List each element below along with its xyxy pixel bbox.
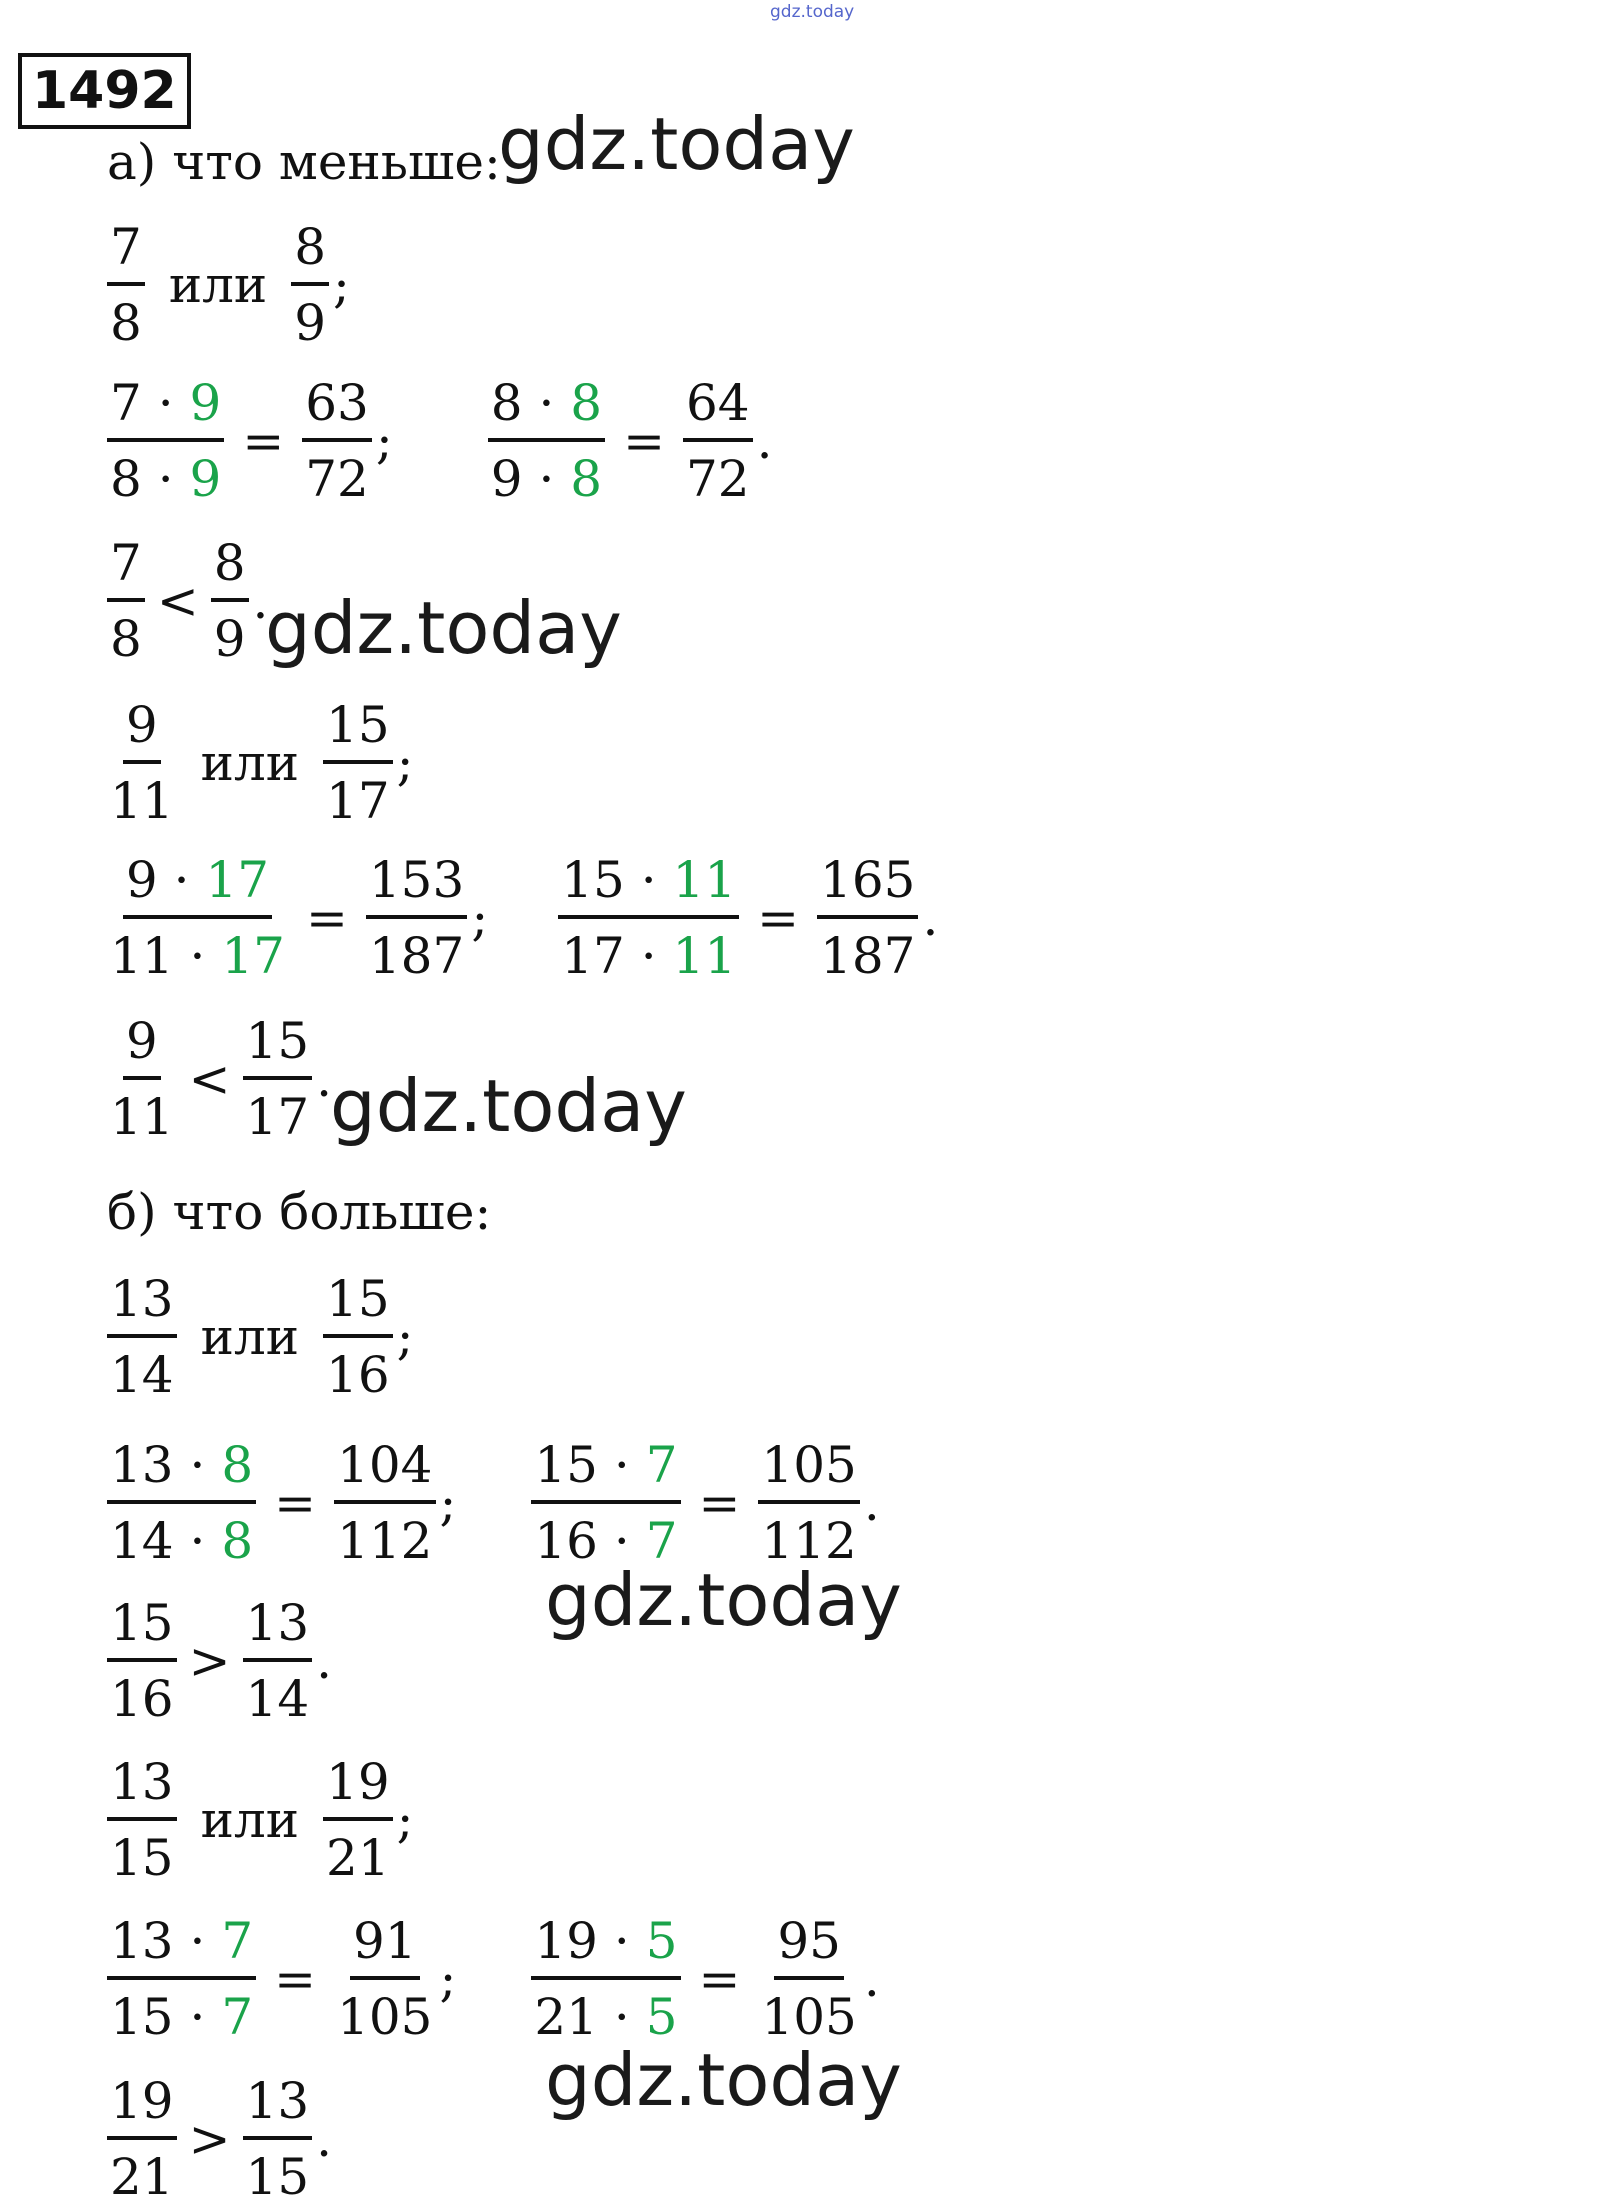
fraction: $\frac{9}{11}$ <box>110 696 174 830</box>
comparison-sign: < <box>156 572 199 630</box>
expanded-fraction: $\frac{15 \cdot 11}{17 \cdot 11}$ <box>558 855 739 981</box>
expanded-fraction: $\frac{8 \cdot 8}{9 \cdot 8}$ <box>488 378 605 504</box>
problem-b1-statement <box>107 1270 414 1404</box>
fraction: $\frac{7}{8}$ <box>107 538 145 664</box>
punctuation: ; <box>439 1950 457 2008</box>
punctuation: . <box>756 412 773 470</box>
task-number: 1492 <box>18 53 191 129</box>
fraction: $\frac{9}{11}$ <box>110 1012 174 1146</box>
problem-b2-calculation <box>107 1912 880 2046</box>
equals-sign: = <box>757 889 800 947</box>
punctuation: . <box>316 2110 333 2168</box>
problem-a1-statement <box>107 218 350 352</box>
expanded-fraction: $\frac{13 \cdot 7}{15 \cdot 7}$ <box>107 1916 256 2042</box>
punctuation: ; <box>439 1474 457 1532</box>
equals-sign: = <box>698 1950 741 2008</box>
or-word: или <box>200 1308 300 1366</box>
punctuation: . <box>863 1474 880 1532</box>
fraction: $\frac{15}{16}$ <box>107 1598 177 1724</box>
problem-a1-calculation <box>107 374 773 508</box>
fraction: $\frac{15}{16}$ <box>323 1274 393 1400</box>
expanded-fraction: $\frac{9 \cdot 17}{11 \cdot 17}$ <box>110 851 285 985</box>
punctuation: ; <box>333 256 350 314</box>
fraction: $\frac{8}{9}$ <box>211 538 249 664</box>
punctuation: ; <box>396 1308 414 1366</box>
result-fraction: $\frac{104}{112}$ <box>334 1440 435 1566</box>
or-word: или <box>200 734 300 792</box>
problem-a2-calculation <box>107 851 939 985</box>
result-fraction: $\frac{64}{72}$ <box>683 378 753 504</box>
fraction: $\frac{19}{21}$ <box>323 1757 393 1883</box>
expanded-fraction: $\frac{7 \cdot 9}{8 \cdot 9}$ <box>107 378 224 504</box>
or-word: или <box>200 1791 300 1849</box>
comparison-sign: > <box>188 2110 231 2168</box>
problem-a2-result <box>107 1012 333 1146</box>
part-b-label <box>107 1182 491 1242</box>
fraction: $\frac{7}{8}$ <box>107 222 145 348</box>
fraction: $\frac{13}{15}$ <box>243 2076 313 2202</box>
expanded-fraction: $\frac{19 \cdot 5}{21 \cdot 5}$ <box>531 1916 680 2042</box>
fraction: $\frac{19}{21}$ <box>107 2076 177 2202</box>
equals-sign: = <box>698 1474 741 1532</box>
problem-a1-result <box>107 534 269 668</box>
or-word: или <box>168 256 268 314</box>
punctuation: . <box>316 1632 333 1690</box>
punctuation: ; <box>396 734 414 792</box>
fraction: $\frac{13}{14}$ <box>107 1274 177 1400</box>
watermark: gdz.today <box>545 1558 902 1642</box>
fraction: $\frac{13}{14}$ <box>243 1598 313 1724</box>
problem-b1-calculation <box>107 1436 880 1570</box>
fraction: $\frac{15}{17}$ <box>243 1016 313 1142</box>
punctuation: . <box>316 1050 333 1108</box>
result-fraction: $\frac{91}{105}$ <box>337 1912 433 2046</box>
equals-sign: = <box>274 1474 317 1532</box>
fraction: $\frac{15}{17}$ <box>323 700 393 826</box>
problem-a2-statement <box>107 696 414 830</box>
part-b-label-text: б) что больше: <box>107 1183 492 1241</box>
problem-b1-result <box>107 1594 333 1728</box>
punctuation: ; <box>396 1791 414 1849</box>
result-fraction: $\frac{63}{72}$ <box>302 378 372 504</box>
watermark: gdz.today <box>545 2038 902 2122</box>
punctuation: . <box>863 1950 880 2008</box>
comparison-sign: < <box>188 1050 231 1108</box>
problem-b2-statement <box>107 1753 414 1887</box>
comparison-sign: > <box>188 1632 231 1690</box>
fraction: $\frac{8}{9}$ <box>291 222 329 348</box>
equals-sign: = <box>274 1950 317 2008</box>
watermark: gdz.today <box>265 586 622 670</box>
part-a-label-text: а) что меньше: <box>107 133 501 191</box>
result-fraction: $\frac{153}{187}$ <box>366 855 467 981</box>
watermark: gdz.today <box>330 1064 687 1148</box>
fraction: $\frac{13}{15}$ <box>107 1757 177 1883</box>
equals-sign: = <box>623 412 665 470</box>
equals-sign: = <box>305 889 348 947</box>
punctuation: ; <box>471 889 489 947</box>
punctuation: ; <box>375 412 393 470</box>
equals-sign: = <box>242 412 285 470</box>
problem-b2-result <box>107 2072 333 2206</box>
expanded-fraction: $\frac{15 \cdot 7}{16 \cdot 7}$ <box>531 1440 680 1566</box>
part-a-label <box>107 132 501 192</box>
watermark-top: gdz.today <box>770 2 855 22</box>
punctuation: . <box>922 889 939 947</box>
expanded-fraction: $\frac{13 \cdot 8}{14 \cdot 8}$ <box>107 1440 256 1566</box>
result-fraction: $\frac{105}{112}$ <box>758 1440 859 1566</box>
punctuation: . <box>252 572 269 630</box>
result-fraction: $\frac{95}{105}$ <box>761 1912 857 2046</box>
watermark: gdz.today <box>498 102 855 186</box>
result-fraction: $\frac{165}{187}$ <box>817 855 918 981</box>
